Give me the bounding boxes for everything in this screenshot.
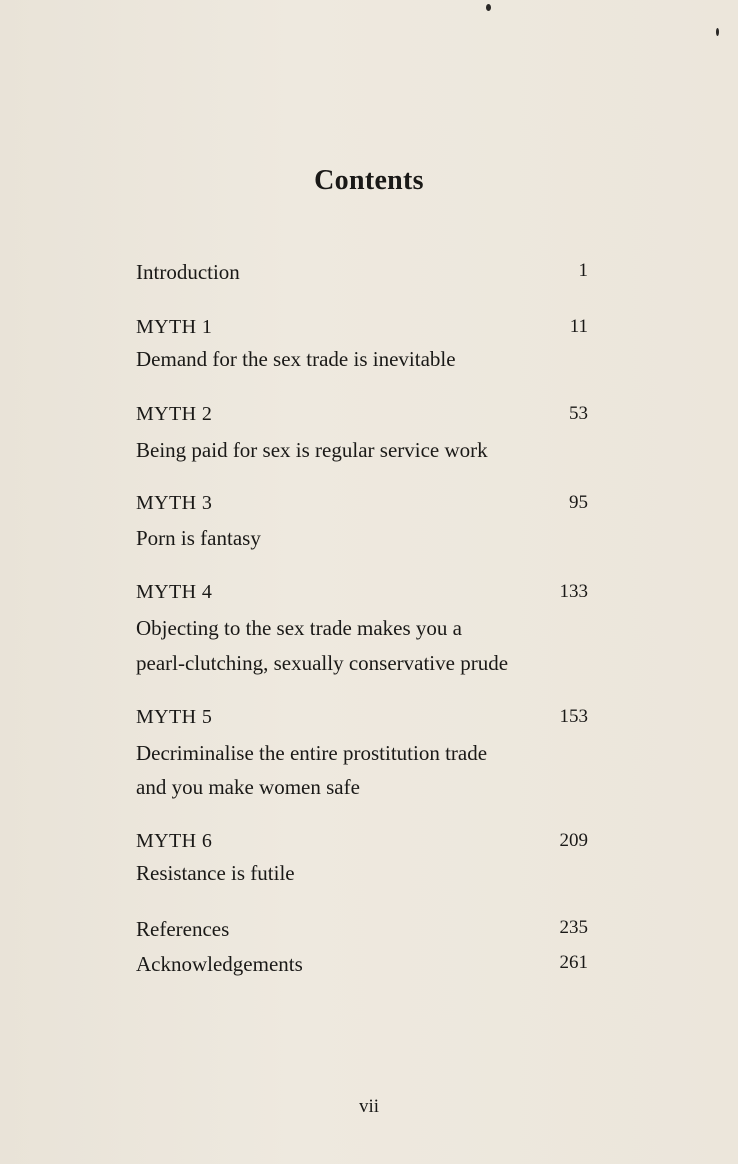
toc-entry-label: MYTH 2 (136, 403, 213, 425)
toc-page-number: 235 (559, 917, 588, 938)
toc-entry-myth-3[interactable] (136, 492, 588, 522)
toc-entry-references[interactable] (136, 917, 588, 947)
toc-entry-acknowledgements[interactable] (136, 952, 588, 982)
toc-entry-myth-2[interactable] (136, 403, 588, 433)
toc-entry-myth-4[interactable] (136, 581, 588, 611)
toc-entry-label: MYTH 1 (136, 316, 213, 338)
toc-entry-subtitle: Porn is fantasy (136, 526, 261, 550)
toc-entry-subtitle: pearl-clutching, sexually conservative prude (136, 651, 509, 675)
page-title: Contents (314, 164, 424, 196)
toc-entry-myth-6[interactable] (136, 830, 588, 860)
toc-page-number: 53 (569, 403, 588, 424)
toc-entry-label: References (136, 917, 230, 941)
toc-page-number: 153 (559, 706, 588, 727)
toc-page-number: 1 (578, 260, 588, 281)
toc-entry-subtitle: Decriminalise the entire prostitution trade (136, 741, 488, 765)
toc-entry-label: MYTH 5 (136, 706, 213, 728)
toc-entry-subtitle: Objecting to the sex trade makes you a (136, 616, 462, 640)
page-folio: vii (358, 1096, 380, 1117)
toc-page-number: 11 (569, 316, 588, 337)
toc-entry-subtitle: and you make women safe (136, 775, 360, 799)
ink-speck (716, 28, 719, 36)
toc-entry-label: Introduction (136, 260, 240, 284)
ink-speck (486, 4, 491, 11)
toc-entry-label: MYTH 6 (136, 830, 213, 852)
toc-entry-myth-5[interactable] (136, 706, 588, 736)
toc-page-number: 209 (559, 830, 588, 851)
toc-entry-label: MYTH 3 (136, 492, 213, 514)
toc-page-number: 95 (569, 492, 588, 513)
toc-page-number: 261 (559, 952, 588, 973)
toc-entry-subtitle: Demand for the sex trade is inevitable (136, 347, 456, 371)
toc-entry-label: MYTH 4 (136, 581, 213, 603)
toc-entry-subtitle: Resistance is futile (136, 861, 295, 885)
toc-entry-myth-1[interactable] (136, 316, 588, 346)
toc-entry-label: Acknowledgements (136, 952, 303, 976)
toc-entry-introduction[interactable] (136, 260, 588, 290)
toc-entry-subtitle: Being paid for sex is regular service work (136, 438, 488, 462)
toc-page-number: 133 (559, 581, 588, 602)
